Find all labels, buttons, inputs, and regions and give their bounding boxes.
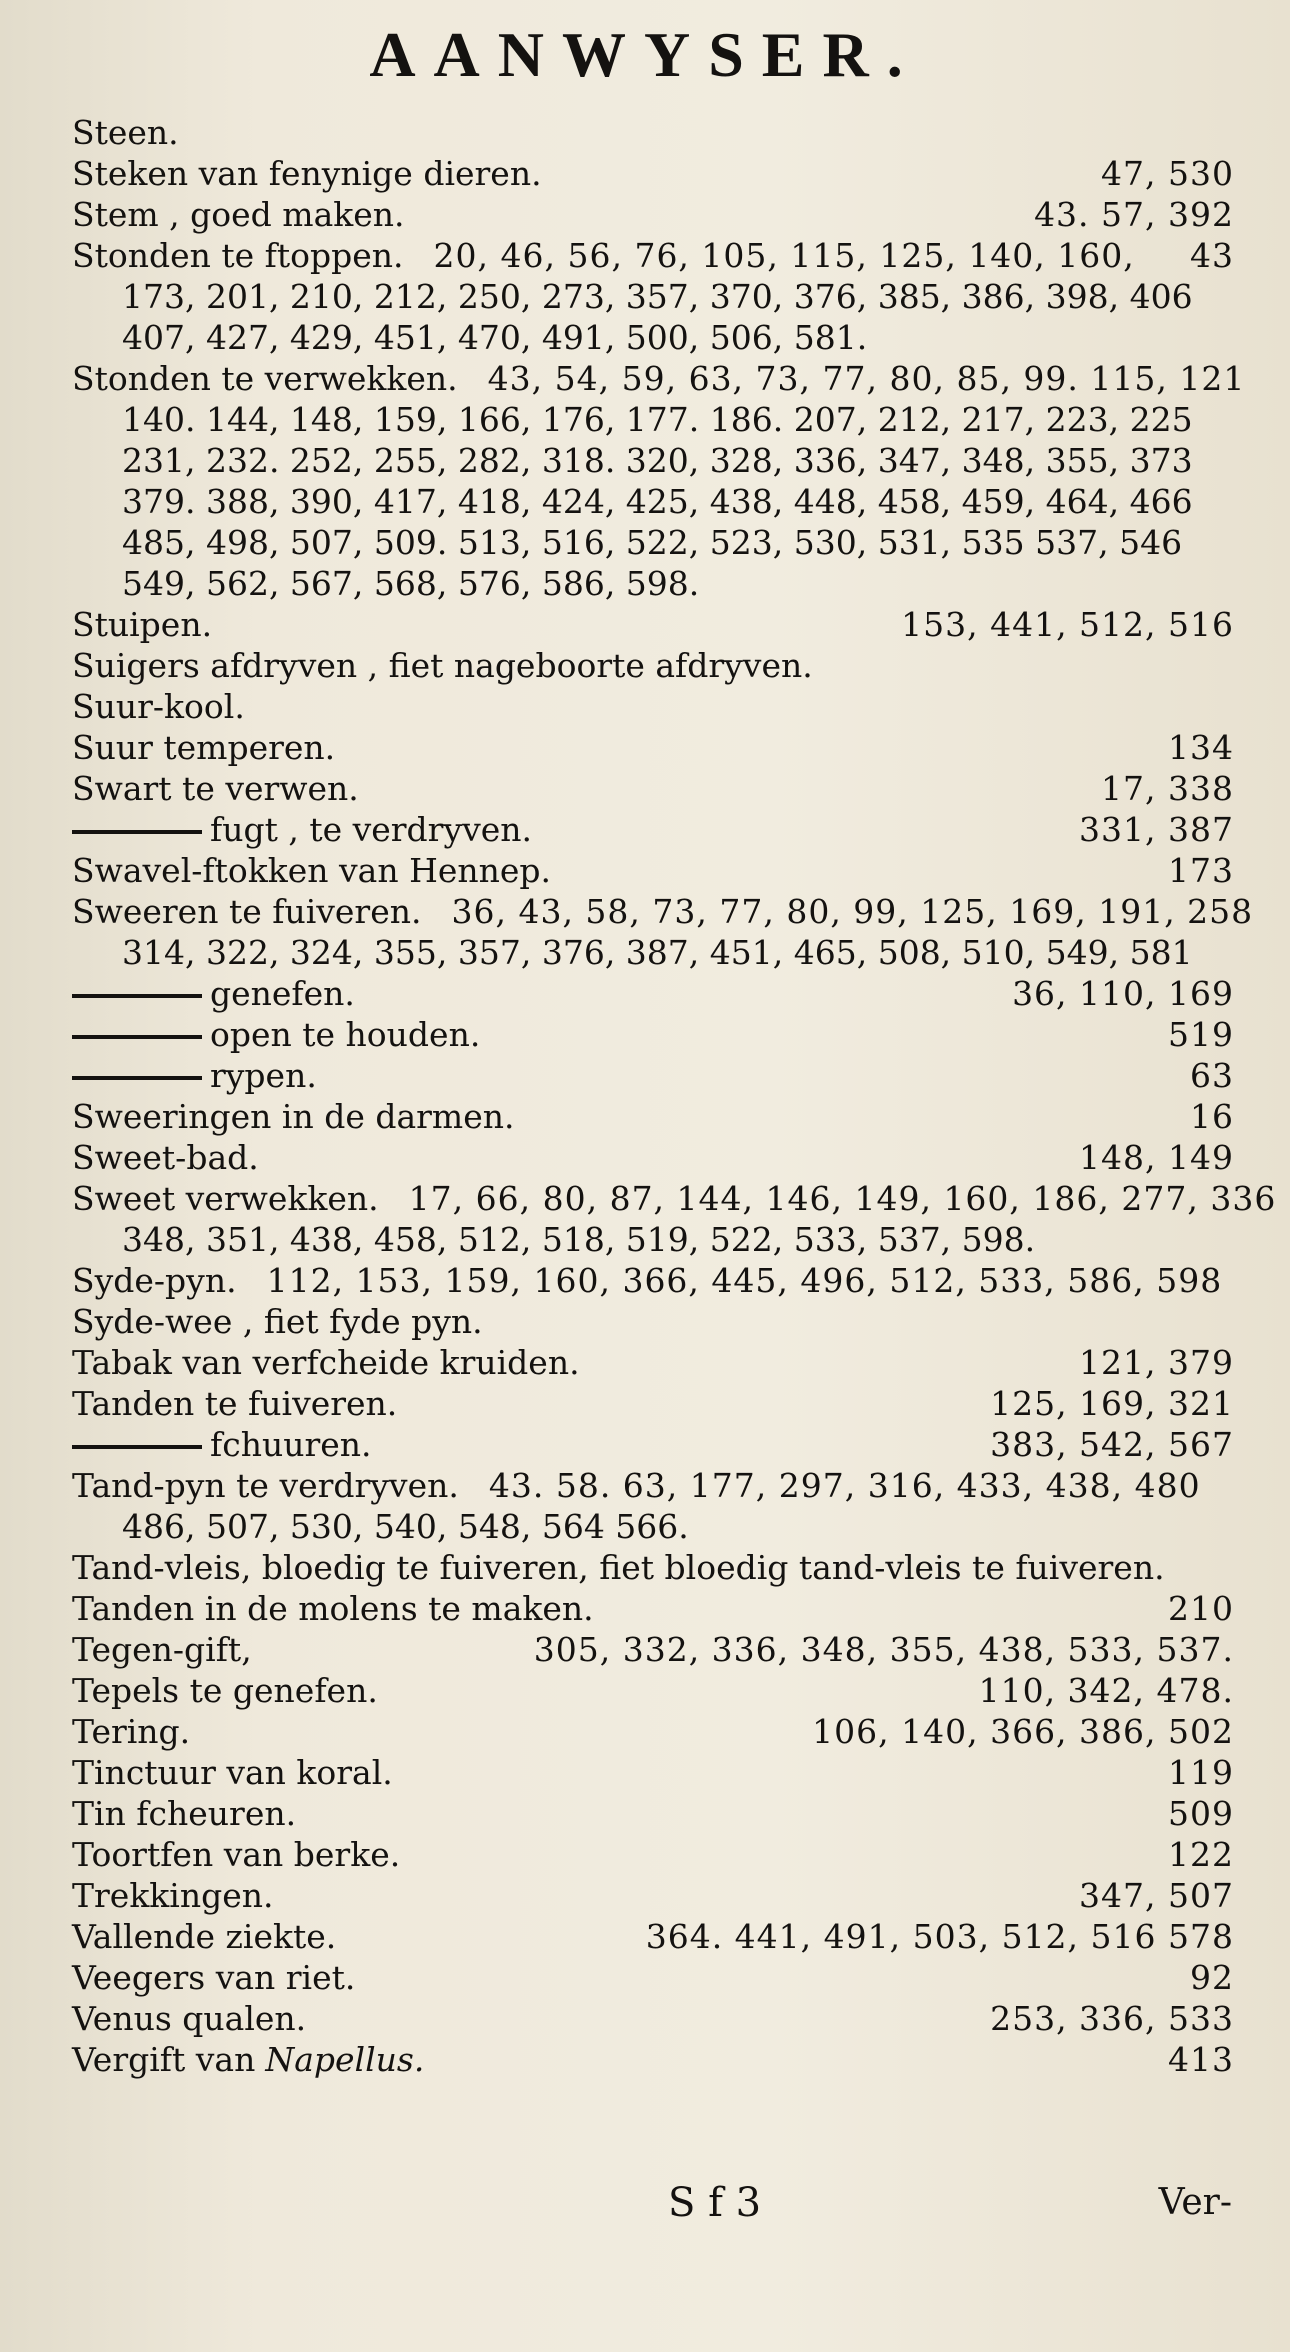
index-entry-continuation: [72, 440, 1234, 481]
page-numbers: 379. 388, 390, 417, 418, 424, 425, 438, 448, 458, 459, 464, 466: [122, 482, 1193, 521]
page-numbers: 63: [1190, 1056, 1234, 1095]
index-entry: [72, 1383, 1234, 1424]
index-term: Tanden te fuiveren.: [72, 1384, 398, 1423]
index-entry-continuation: [72, 276, 1234, 317]
index-term: Tin fcheuren.: [72, 1794, 297, 1833]
index-entry: [72, 1424, 1234, 1465]
index-term: Tanden in de molens te maken.: [72, 1589, 594, 1628]
index-term: Sweeringen in de darmen.: [72, 1097, 515, 1136]
index-entry: [72, 809, 1234, 850]
page-numbers: 153, 441, 512, 516: [901, 605, 1234, 644]
page-numbers: 549, 562, 567, 568, 576, 586, 598.: [122, 564, 700, 603]
page-numbers: 110, 342, 478.: [978, 1671, 1234, 1710]
index-term: Stuipen.: [72, 605, 213, 644]
index-entry: [72, 727, 1234, 768]
ditto-dash: [72, 1076, 202, 1080]
index-term: fchuuren.: [210, 1425, 372, 1464]
page-numbers: 16: [1190, 1097, 1234, 1136]
page-numbers: 305, 332, 336, 348, 355, 438, 533, 537.: [533, 1630, 1234, 1669]
page-numbers: 148, 149: [1079, 1138, 1234, 1177]
catchword: Ver-: [1158, 2182, 1232, 2223]
index-entry: [72, 850, 1234, 891]
index-term: fugt , te verdryven.: [210, 810, 533, 849]
index-entry: [72, 1096, 1234, 1137]
index-entry: [72, 1547, 1234, 1588]
index-term: Swart te verwen.: [72, 769, 359, 808]
index-list: [72, 112, 1277, 2080]
page-numbers: 348, 351, 438, 458, 512, 518, 519, 522, 533, 537, 598.: [122, 1220, 1036, 1259]
page-numbers: 231, 232. 252, 255, 282, 318. 320, 328, 336, 347, 348, 355, 373: [122, 441, 1193, 480]
index-entry: [72, 1629, 1234, 1670]
index-entry: [72, 1957, 1234, 1998]
index-term: Suur temperen.: [72, 728, 336, 767]
page-numbers: 314, 322, 324, 355, 357, 376, 387, 451, 465, 508, 510, 549, 581: [122, 933, 1193, 972]
index-entry: [72, 1711, 1234, 1752]
page-numbers: 140. 144, 148, 159, 166, 176, 177. 186. 207, 212, 217, 223, 225: [122, 400, 1193, 439]
index-term: Stonden te ftoppen.: [72, 236, 404, 275]
index-entry-continuation: [72, 481, 1234, 522]
index-entry: [72, 1137, 1234, 1178]
page-numbers: 509: [1168, 1794, 1234, 1833]
index-entry: [72, 1465, 1234, 1506]
index-entry: [72, 1014, 1234, 1055]
page-numbers: 407, 427, 429, 451, 470, 491, 500, 506, 581.: [122, 318, 868, 357]
index-entry: [72, 1793, 1234, 1834]
index-entry-continuation: [72, 563, 1234, 604]
index-term: Steen.: [72, 113, 179, 152]
page-numbers: 364. 441, 491, 503, 512, 516 578: [645, 1917, 1234, 1956]
page-title: AANWYSER.: [369, 19, 921, 90]
page-numbers: 173: [1168, 851, 1234, 890]
ditto-dash: [72, 1035, 202, 1039]
page-numbers: 43. 58. 63, 177, 297, 316, 433, 438, 480: [488, 1466, 1201, 1505]
ditto-dash: [72, 830, 202, 834]
index-entry: [72, 194, 1234, 235]
page-numbers: 92: [1190, 1958, 1234, 1997]
index-entry-continuation: [72, 932, 1234, 973]
page-numbers: 119: [1168, 1753, 1234, 1792]
index-entry: [72, 768, 1234, 809]
index-term: Vergift van: [72, 2040, 256, 2079]
index-entry: [72, 1301, 1234, 1342]
page-numbers: 43: [1190, 236, 1234, 275]
page-numbers: 383, 542, 567: [990, 1425, 1234, 1464]
page-numbers: 121, 379: [1079, 1343, 1234, 1382]
index-entry-continuation: [72, 399, 1234, 440]
page-numbers: 122: [1168, 1835, 1234, 1874]
index-term: Stonden te verwekken.: [72, 359, 458, 398]
index-entry: [72, 604, 1234, 645]
page-numbers: 43. 57, 392: [1034, 195, 1234, 234]
page-numbers: 253, 336, 533: [990, 1999, 1234, 2038]
index-entry: [72, 112, 1234, 153]
index-term: Tering.: [72, 1712, 191, 1751]
index-term: Veegers van riet.: [72, 1958, 356, 1997]
index-term: Stem , goed maken.: [72, 195, 405, 234]
ditto-dash: [72, 1445, 202, 1449]
page-numbers: 20, 46, 56, 76, 105, 115, 125, 140, 160,: [433, 236, 1135, 275]
page-numbers: 43, 54, 59, 63, 73, 77, 80, 85, 99. 115, 121: [487, 359, 1246, 398]
page-numbers: 134: [1168, 728, 1234, 767]
index-entry: [72, 1916, 1234, 1957]
index-entry: [72, 1260, 1234, 1301]
index-term: Sweet-bad.: [72, 1138, 259, 1177]
index-term: open te houden.: [210, 1015, 481, 1054]
page-numbers: 331, 387: [1079, 810, 1234, 849]
signature-mark: S f 3: [668, 2180, 762, 2226]
page-numbers: 112, 153, 159, 160, 366, 445, 496, 512, 533, 586, 598: [266, 1261, 1223, 1300]
index-term: Venus qualen.: [72, 1999, 307, 2038]
page-numbers: 486, 507, 530, 540, 548, 564 566.: [122, 1507, 689, 1546]
index-entry: [72, 973, 1234, 1014]
index-term: Tepels te genefen.: [72, 1671, 378, 1710]
index-entry: [72, 1342, 1234, 1383]
index-entry-continuation: [72, 1219, 1234, 1260]
index-entry: [72, 1588, 1234, 1629]
page-numbers: 47, 530: [1101, 154, 1234, 193]
index-entry: [72, 2039, 1234, 2080]
index-term: Vallende ziekte.: [72, 1917, 337, 1956]
index-term: Suigers afdryven , fiet nageboorte afdryven.: [72, 646, 813, 685]
index-term: Sweeren te fuiveren.: [72, 892, 422, 931]
page-numbers: 173, 201, 210, 212, 250, 273, 357, 370, 376, 385, 386, 398, 406: [122, 277, 1193, 316]
page-numbers: 413: [1168, 2040, 1234, 2079]
index-entry: [72, 1055, 1234, 1096]
index-entry: [72, 1752, 1234, 1793]
index-term: genefen.: [210, 974, 355, 1013]
index-entry: [72, 1875, 1234, 1916]
page-numbers: 519: [1168, 1015, 1234, 1054]
page-numbers: 210: [1168, 1589, 1234, 1628]
index-term: Tinctuur van koral.: [72, 1753, 393, 1792]
index-term: Tand-vleis, bloedig te fuiveren, fiet bloedig tand-vleis te fuiveren.: [72, 1548, 1165, 1587]
index-entry: [72, 358, 1246, 399]
index-term: Tegen-gift,: [72, 1630, 252, 1669]
index-term: Syde-pyn.: [72, 1261, 237, 1300]
page-numbers: 36, 110, 169: [1012, 974, 1234, 1013]
index-entry-continuation: [72, 522, 1234, 563]
index-term-italic: Napellus.: [265, 2040, 425, 2079]
index-entry: [72, 1998, 1234, 2039]
index-entry-continuation: [72, 317, 1234, 358]
page-numbers: 106, 140, 366, 386, 502: [812, 1712, 1234, 1751]
page-numbers: 125, 169, 321: [990, 1384, 1234, 1423]
index-entry: [72, 686, 1234, 727]
page-numbers: 485, 498, 507, 509. 513, 516, 522, 523, 530, 531, 535 537, 546: [122, 523, 1183, 562]
index-term: rypen.: [210, 1056, 317, 1095]
index-entry: [72, 1670, 1234, 1711]
index-term: Suur-kool.: [72, 687, 245, 726]
index-term: Swavel-ftokken van Hennep.: [72, 851, 552, 890]
page-numbers: 36, 43, 58, 73, 77, 80, 99, 125, 169, 191, 258: [451, 892, 1254, 931]
index-term: Toortfen van berke.: [72, 1835, 401, 1874]
index-term: Syde-wee , fiet fyde pyn.: [72, 1302, 483, 1341]
index-entry: [72, 891, 1254, 932]
page-numbers: 17, 338: [1101, 769, 1234, 808]
index-term: Tand-pyn te verdryven.: [72, 1466, 459, 1505]
index-term: Trekkingen.: [72, 1876, 274, 1915]
page-numbers: 347, 507: [1079, 1876, 1234, 1915]
index-entry: [72, 235, 1234, 276]
index-entry: [72, 1834, 1234, 1875]
index-entry: [72, 153, 1234, 194]
index-term: Steken van fenynige dieren.: [72, 154, 542, 193]
index-term: Sweet verwekken.: [72, 1179, 379, 1218]
index-entry-continuation: [72, 1506, 1234, 1547]
index-entry: [72, 1178, 1277, 1219]
ditto-dash: [72, 994, 202, 998]
index-term: Tabak van verfcheide kruiden.: [72, 1343, 580, 1382]
page-numbers: 17, 66, 80, 87, 144, 146, 149, 160, 186, 277, 336: [408, 1179, 1277, 1218]
index-entry: [72, 645, 1234, 686]
